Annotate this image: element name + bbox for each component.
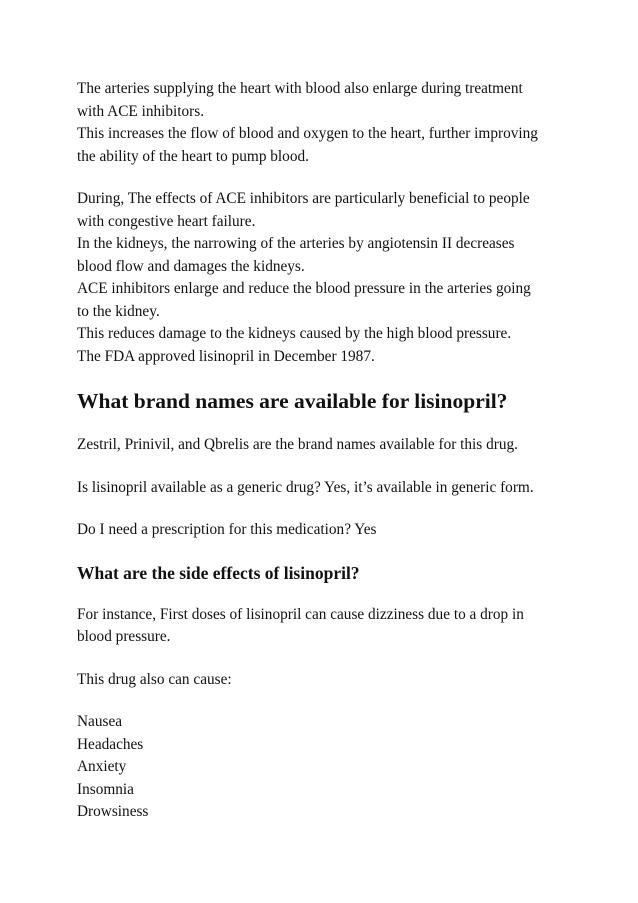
side-effects-intro xyxy=(77,604,567,649)
list-item: Drowsiness xyxy=(77,803,149,820)
side-effects-list xyxy=(77,711,567,824)
paragraph-line: ACE inhibitors enlarge and reduce the blood pressure in the arteries going xyxy=(77,280,531,297)
heading-side-effects: What are the side effects of lisinopril? xyxy=(77,562,360,583)
paragraph-line: In the kidneys, the narrowing of the arteries by angiotensin II decreases xyxy=(77,235,515,252)
document-content xyxy=(77,78,567,824)
paragraph-line: During, The effects of ACE inhibitors are particularly beneficial to people xyxy=(77,190,530,207)
paragraph-line: the ability of the heart to pump blood. xyxy=(77,147,309,165)
paragraph-line: The FDA approved lisinopril in December 1987. xyxy=(77,347,375,365)
paragraph-line: This reduces damage to the kidneys caused by the high blood pressure. xyxy=(77,325,512,342)
paragraph-line: to the kidney. xyxy=(77,302,160,320)
list-item: Headaches xyxy=(77,735,144,753)
paragraph-line: For instance, First doses of lisinopril can cause dizziness due to a drop in xyxy=(77,605,524,623)
list-item: Insomnia xyxy=(77,780,134,798)
paragraph-line: with ACE inhibitors. xyxy=(77,102,205,120)
paragraph-line: This increases the flow of blood and oxygen to the heart, further improving xyxy=(77,125,538,142)
paragraph-line: The arteries supplying the heart with blood also enlarge during treatment xyxy=(77,80,523,97)
prescription-text: Do I need a prescription for this medication? Yes xyxy=(77,521,377,538)
paragraph-line: blood flow and damages the kidneys. xyxy=(77,257,305,275)
also-cause-text: This drug also can cause: xyxy=(77,670,232,688)
heading-brand-names: What brand names are available for lisinopril? xyxy=(77,389,508,413)
generic-text: Is lisinopril available as a generic drug? Yes, it’s available in generic form. xyxy=(77,478,534,496)
list-item: Nausea xyxy=(77,713,123,730)
brand-names-text: Zestril, Prinivil, and Qbrelis are the brand names available for this drug. xyxy=(77,436,518,453)
list-item: Anxiety xyxy=(77,758,127,775)
intro-paragraph-1 xyxy=(77,78,567,168)
intro-paragraph-2 xyxy=(77,188,567,368)
paragraph-line: with congestive heart failure. xyxy=(77,212,256,230)
paragraph-line: blood pressure. xyxy=(77,628,171,645)
